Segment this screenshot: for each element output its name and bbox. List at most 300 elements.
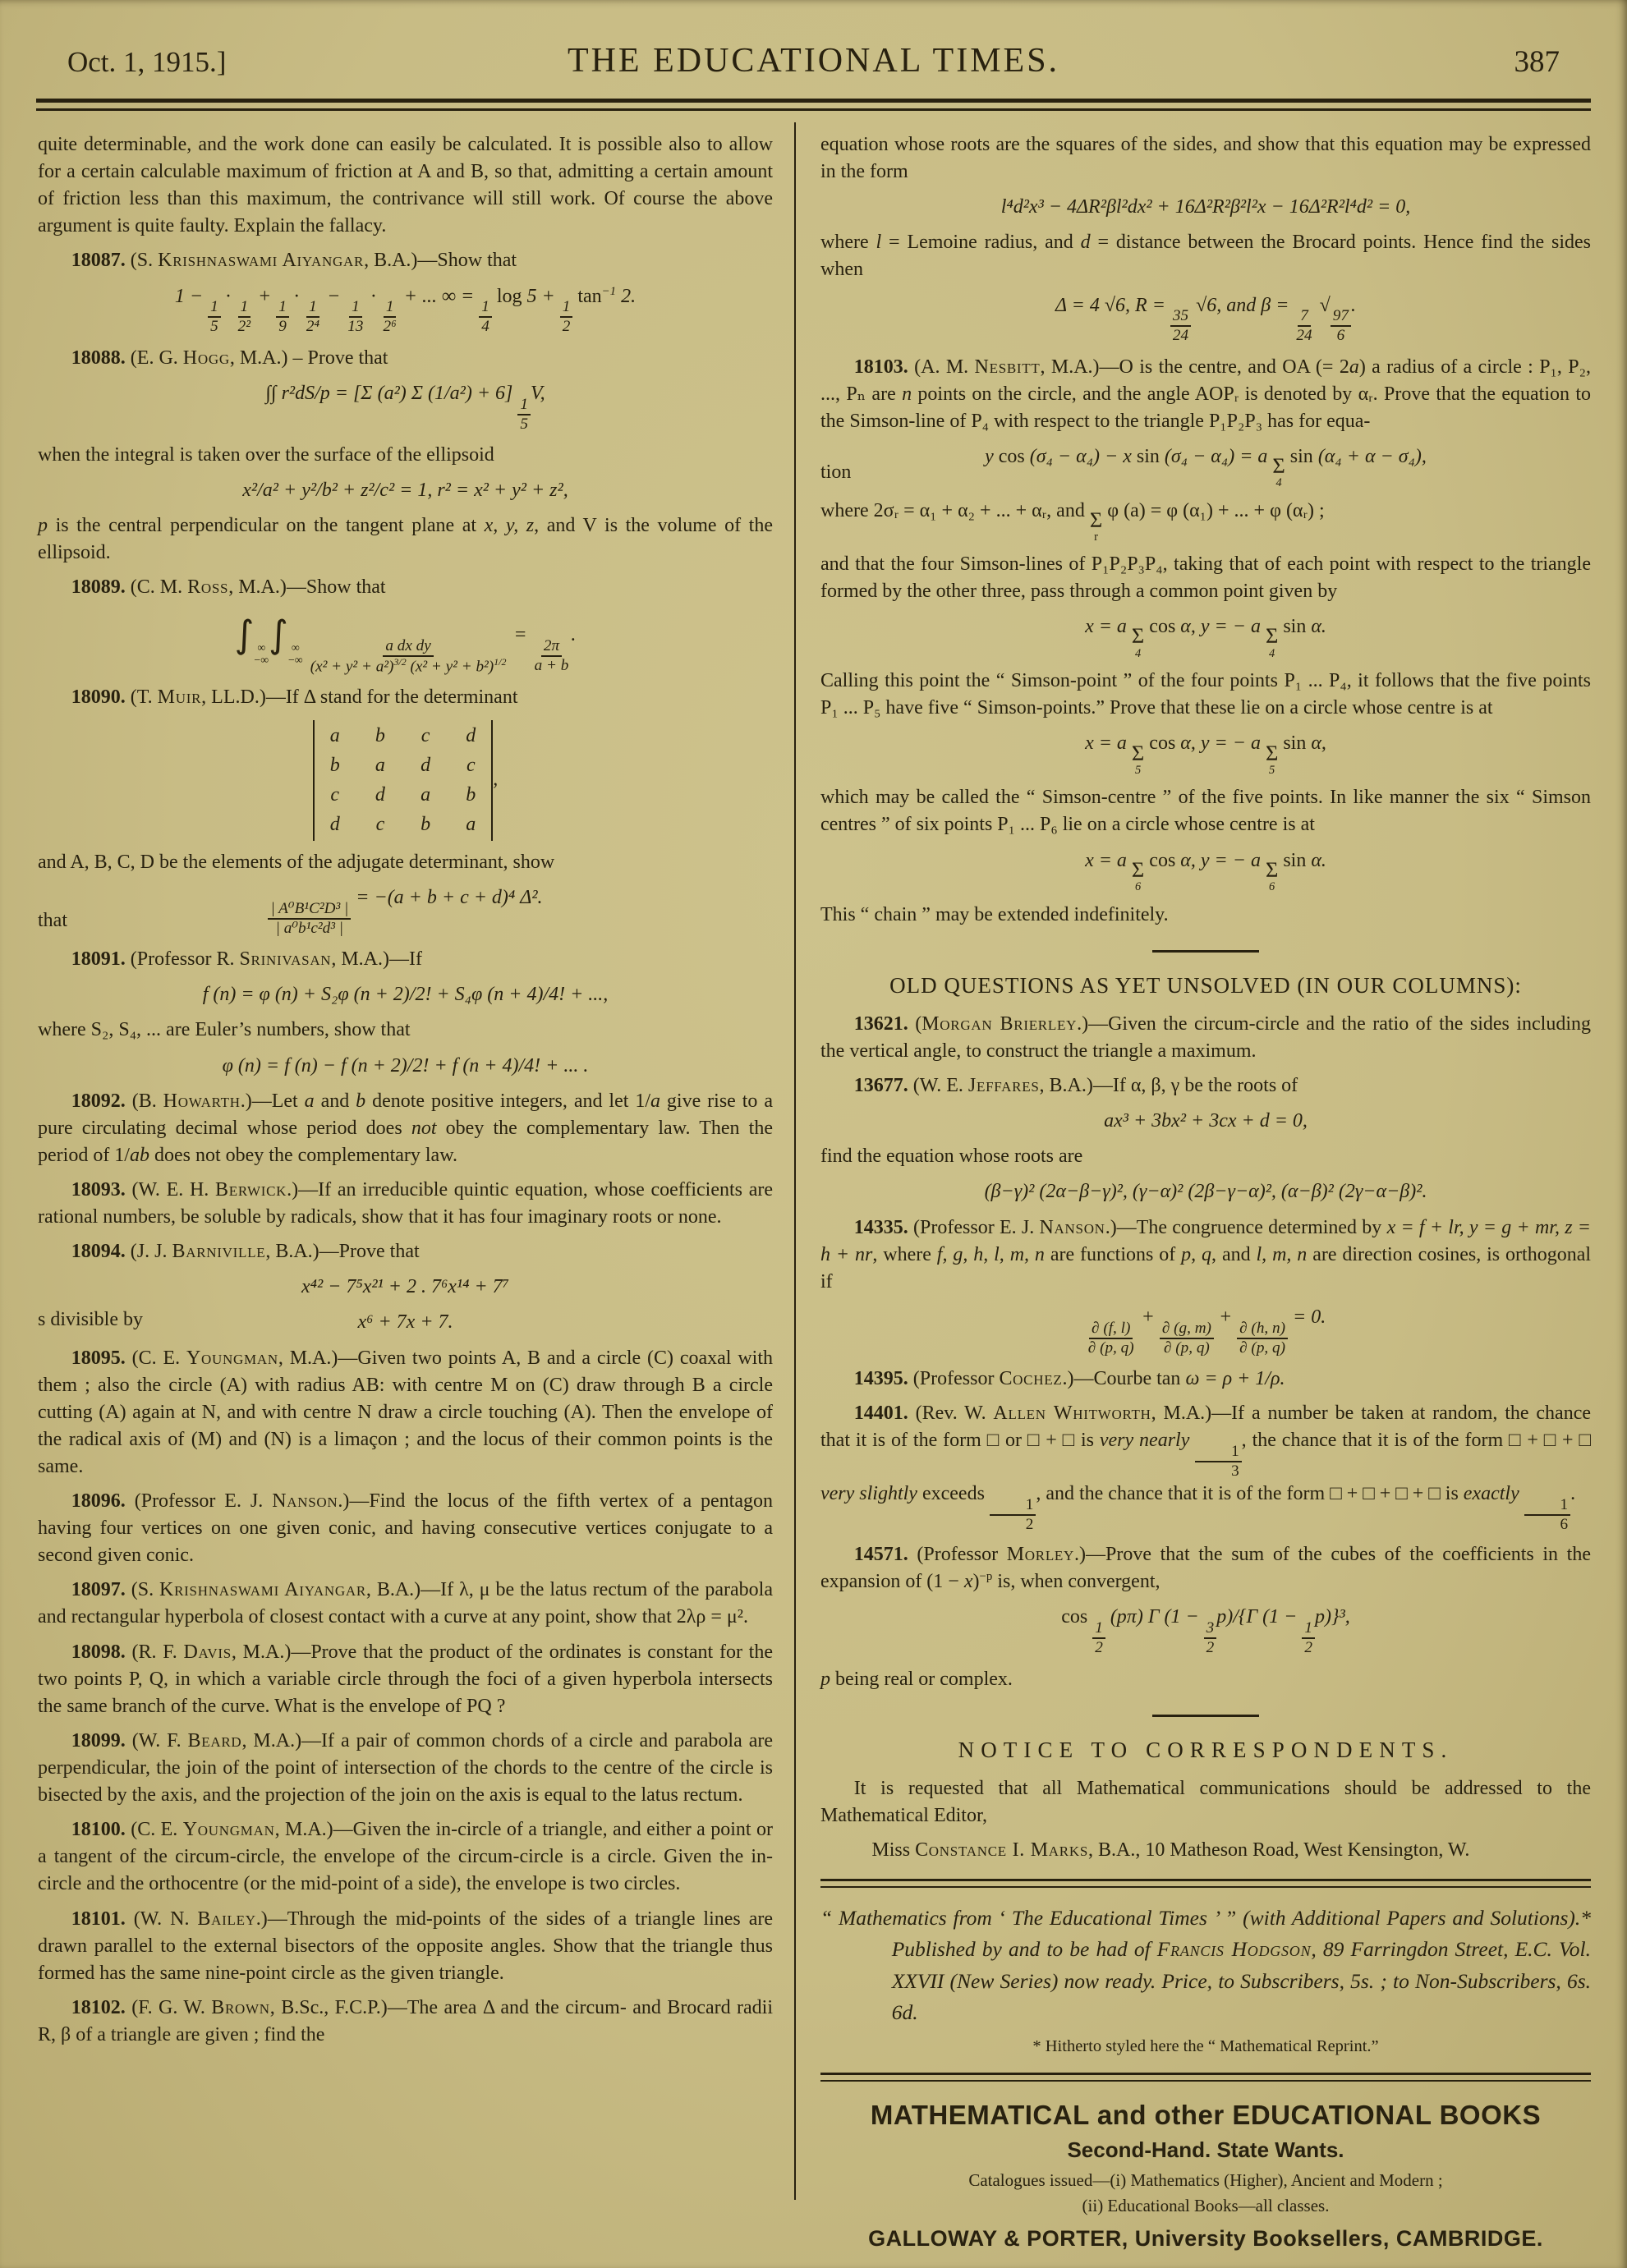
text-run: 1 [1560, 1496, 1569, 1514]
matrix-cell: c [421, 724, 430, 746]
sigma-glyph: Σ [1265, 856, 1279, 882]
matrix-cell: b [421, 813, 431, 835]
sigma-lower-limit: 4 [1275, 476, 1282, 490]
summation-sigma [1131, 856, 1145, 894]
text-run: φ (a) = φ (α₁) + ... + φ (αᵣ) ; [1102, 499, 1325, 521]
text-run: and that the four Simson-lines of P₁P₂P₃P₄, taking that of each point with respect to the triangle formed by the other three, pass through a common point given by [820, 553, 1591, 602]
text-run: give rise to a pure circulating decimal whose period does [38, 1090, 773, 1139]
text-run: obey the complementary law. Then the period of 1/ [38, 1117, 773, 1166]
text-run: (x² + y² + a²) [310, 658, 394, 676]
fraction-denominator [236, 318, 253, 336]
math-formula [820, 1108, 1591, 1135]
text-run: (C. E. [125, 1819, 183, 1841]
problem-number: 18102. [71, 1996, 126, 2018]
paragraph [820, 498, 1591, 544]
fraction-denominator [1335, 327, 1348, 345]
text-run: ) a radius of a circle : P₁, P₂, ..., Pₙ are [820, 356, 1591, 405]
fraction [208, 298, 221, 336]
right-column [794, 122, 1593, 2252]
problem-number: 18097. [71, 1579, 126, 1601]
text-run: a + b [534, 657, 569, 675]
text-run: (R. F. [125, 1641, 184, 1663]
text-run: + [1136, 1306, 1160, 1328]
journal-title: THE EDUCATIONAL TIMES. [567, 42, 1060, 80]
integral-sign [235, 609, 269, 667]
fraction-numerator [479, 298, 492, 318]
text-run: · [288, 285, 304, 307]
text-run: , and the chance that it is of the form □ + □ + □ + □ is [1036, 1483, 1464, 1505]
integral-limits [288, 642, 303, 668]
problem-number: 18100. [71, 1819, 126, 1841]
text-run: is the central perpendicular on the tangent plane at [48, 514, 485, 536]
fraction [1331, 307, 1351, 345]
paragraph [820, 1011, 1591, 1065]
page-number: 387 [1514, 45, 1560, 79]
text-run: ω = ρ + 1/ρ. [1180, 1367, 1285, 1389]
integral-glyph: ∫ [269, 613, 288, 657]
text-run: log [491, 285, 527, 307]
text-run: a [1349, 356, 1359, 378]
superscript: −p [979, 1570, 993, 1584]
sigma-lower-limit: r [1094, 530, 1098, 544]
text-run: Calling this point the “ Simson-point ” of the four points P₁ ... P₄, it follows that the five points P₁ ... P₅ have five “ Simson-points.” Prove that these lie on a circle whose centre is at [820, 670, 1591, 719]
text-run: = Lemoine radius, and [881, 232, 1081, 254]
sigma-lower-limit: 5 [1135, 763, 1142, 777]
text-run: (S. [125, 1579, 160, 1601]
text-run: 3 [1206, 1619, 1215, 1637]
text-run: ∂ (g, m) [1161, 1319, 1211, 1337]
paragraph [820, 354, 1591, 435]
paragraph [820, 551, 1591, 605]
text-run: , and V is the volume of the ellipsoid. [38, 514, 774, 564]
text-run: 1 [352, 298, 360, 316]
fraction-denominator [380, 318, 398, 336]
text-run: , M.A.)—If a number be taken at random, the chance that it is of the form □ or □ + □ is [820, 1403, 1592, 1452]
author-name: Nanson [1039, 1216, 1105, 1238]
text-run: not [411, 1117, 437, 1139]
books-ad-line: Second-Hand. State Wants. [1067, 2137, 1344, 2162]
text-run: 1 [520, 395, 528, 413]
fraction-denominator [1092, 1639, 1105, 1657]
problem-number: 18088. [71, 347, 126, 369]
text-run: p, q [1181, 1243, 1212, 1265]
paragraph [820, 1775, 1591, 1830]
fraction-denominator [479, 318, 492, 336]
text-run: . [571, 624, 577, 646]
text-run: exceeds [917, 1483, 990, 1505]
matrix-cell: d [466, 724, 476, 746]
text-run: sin [1285, 445, 1313, 467]
matrix-cell: a [375, 754, 385, 776]
fraction-denominator [1170, 327, 1191, 345]
text-run: , M.A.)—Prove that the product of the ordinates is constant for the two points P, Q, in which a variable circle through the foci of a given hyperbola intersects the same branch of the curve. What is the envelope of PQ ? [38, 1641, 773, 1717]
books-ad-line: Catalogues issued—(i) Mathematics (Higher), Ancient and Modern ; [968, 2169, 1443, 2190]
text-run: , B.A.)—Prove that [265, 1241, 420, 1263]
text-run: α, y = − a [1175, 616, 1266, 638]
text-run: .)—Prove that the sum of the cubes of the coefficients in the expansion of (1 − [820, 1544, 1591, 1593]
fraction-numerator [1195, 1443, 1241, 1462]
fraction [268, 900, 351, 938]
problem-number: 18096. [71, 1490, 126, 1513]
text-run: n [902, 383, 912, 405]
text-run: = −(a + b + c + d)⁴ Δ². [351, 887, 543, 909]
paragraph [38, 1995, 773, 2049]
text-run: f (n) = φ (n) + S₂φ (n + 2)/2! + S₄φ (n + 4)/4! + ..., [202, 984, 609, 1006]
math-formula [820, 1304, 1591, 1357]
formula-content [203, 984, 609, 1005]
text-run: (F. G. W. [125, 1996, 212, 2018]
fraction-numerator [1237, 1320, 1288, 1339]
sigma-glyph: Σ [1089, 507, 1103, 533]
paragraph [38, 574, 773, 601]
masthead [34, 38, 1593, 85]
math-formula [38, 380, 773, 434]
text-run: .)—Courbe [1062, 1367, 1157, 1389]
fraction-numerator [1089, 1320, 1133, 1339]
text-run: α. [1306, 616, 1326, 638]
sigma-lower-limit: 5 [1269, 763, 1275, 777]
text-run: cos [1144, 616, 1176, 638]
fraction-denominator [273, 920, 346, 938]
text-run: ∂ (h, n) [1239, 1319, 1285, 1337]
fraction-numerator [1092, 1619, 1105, 1639]
fraction [236, 298, 253, 336]
integral-glyph: ∫ [234, 613, 255, 657]
text-run: + ... ∞ = [398, 285, 480, 307]
matrix-cell: c [375, 813, 385, 835]
text-run: , B.A.)—Show that [364, 250, 517, 272]
text-run: (pπ) Γ (1 − [1105, 1606, 1204, 1628]
text-run: .)—Find the locus of the fifth vertex of a pentagon having four vertices on one given conic, and having consecutive vertices conjugate to a second given conic. [38, 1490, 774, 1567]
text-run: (x² + y² + b²) [406, 658, 494, 676]
paragraph [820, 784, 1591, 838]
text-run: (β−γ)² (2α−β−γ)², (γ−α)² (2β−γ−α)², (α−β)² (2γ−α−β)². [984, 1181, 1427, 1203]
paragraph [38, 512, 773, 567]
text-run: (S. [125, 250, 159, 272]
text-run: y [985, 445, 999, 467]
text-run: d [1080, 232, 1091, 254]
paragraph [38, 247, 773, 274]
formula-content [242, 480, 568, 501]
fraction-denominator [1237, 1339, 1288, 1357]
author-name: Ross [187, 576, 229, 599]
fraction-numerator [560, 298, 573, 318]
author-name: Morgan Brierley [922, 1012, 1078, 1035]
fraction-numerator [349, 298, 362, 318]
text-run: 1 [210, 298, 218, 316]
author-name: Barniville [172, 1241, 266, 1263]
sigma-glyph: Σ [1265, 740, 1279, 765]
fraction [380, 298, 398, 336]
sigma-glyph: Σ [1131, 856, 1145, 882]
formula-content [985, 1181, 1427, 1202]
text-run: where 2σᵣ = α₁ + α₂ + ... + αᵣ, and [820, 499, 1090, 521]
text-run: (E. G. [125, 347, 183, 369]
books-ad-line: GALLOWAY & PORTER, University Booksellers, CAMBRIDGE. [868, 2226, 1543, 2252]
formula-content [301, 1276, 509, 1297]
math-formula [820, 194, 1591, 221]
sigma-glyph: Σ [1272, 453, 1285, 479]
books-ad-line: (ii) Educational Books—all classes. [1082, 2196, 1330, 2216]
formula-content [985, 445, 1427, 490]
text-run: .)—Through the mid-points of the sides of a triangle lines are drawn parallel to the external bisectors of the opposite angles. Show that the triangle thus formed has the same nine-point circle as the given triangle. [38, 1908, 773, 1984]
math-formula [38, 981, 773, 1008]
text-run: ∂ (p, q) [1239, 1338, 1285, 1357]
text-run: , where [872, 1243, 937, 1265]
fraction [1195, 1443, 1241, 1481]
fraction [1302, 1619, 1315, 1657]
paragraph [38, 131, 773, 240]
author-name: Berwick [215, 1178, 287, 1201]
paragraph [38, 1017, 773, 1044]
masthead-double-rule [36, 99, 1591, 111]
divider-rule [1152, 950, 1259, 953]
text-run: 2⁴ [306, 318, 320, 336]
matrix-cell: b [375, 724, 385, 746]
summation-sigma [1132, 625, 1144, 659]
paragraph [820, 1666, 1591, 1693]
text-run: , [493, 768, 499, 790]
text-run: 97 [1332, 307, 1349, 325]
author-name: Hogg [182, 347, 230, 369]
fraction-denominator [1294, 327, 1314, 345]
fraction [1204, 1619, 1217, 1657]
integral-sign [269, 609, 303, 667]
text-run: cos [1144, 849, 1176, 871]
fraction [1524, 1496, 1570, 1534]
fraction-denominator [1086, 1339, 1137, 1357]
text-run: cos [998, 445, 1025, 467]
fraction-denominator [304, 318, 322, 336]
text-run: 9 [278, 318, 287, 336]
fraction [304, 298, 322, 336]
text-run: p [38, 514, 48, 536]
summation-sigma [1272, 455, 1285, 489]
problem-number: 14395. [853, 1367, 908, 1389]
text-run: , M.A.)—O is the centre, and OA (= 2 [1040, 356, 1349, 378]
author-name: Cochez [999, 1367, 1063, 1389]
author-name: Krishnaswami Aiyangar [158, 250, 365, 272]
fraction [990, 1496, 1036, 1534]
problem-number: 13677. [853, 1075, 908, 1097]
summation-sigma [1090, 509, 1102, 544]
text-run: α. [1306, 849, 1326, 871]
math-formula [38, 609, 773, 676]
text-run: , B.Sc., F.C.P.)—The area Δ and the circum- and Brocard radii R, β of a triangle are given ; find the [38, 1996, 774, 2046]
formula-left-label: s divisible by [38, 1308, 144, 1330]
text-run: 1 [1231, 1443, 1239, 1461]
fraction-numerator [990, 1496, 1036, 1516]
matrix-cell: c [330, 783, 340, 806]
math-formula [820, 847, 1591, 893]
text-run [1189, 1430, 1195, 1451]
author-name: Jeffares [967, 1075, 1040, 1097]
text-run: 24 [1296, 327, 1312, 345]
paragraph [820, 1366, 1591, 1393]
sigma-lower-limit: 4 [1269, 646, 1275, 660]
text-run: + [253, 285, 277, 307]
text-run: where [820, 232, 876, 254]
text-run: p)/{Γ (1 − [1216, 1606, 1303, 1628]
text-run: a [650, 1090, 660, 1112]
text-run: 5 [210, 318, 218, 336]
text-run: 5 [520, 415, 528, 433]
fraction-numerator [517, 396, 531, 415]
formula-content [1061, 1606, 1350, 1657]
text-run: are direction cosines, is orthogonal if [820, 1243, 1592, 1292]
fraction-denominator [276, 318, 289, 336]
formula-left-label: tion [820, 461, 852, 484]
superscript: 1/2 [494, 656, 507, 668]
problem-number: 18103. [853, 356, 908, 378]
text-run: | A⁰B¹C²D³ | [270, 900, 349, 918]
author-name: Morley [1006, 1544, 1075, 1566]
text-run: Δ = 4 √6, R = [1055, 294, 1170, 316]
paragraph [820, 1400, 1591, 1534]
fraction [1086, 1320, 1137, 1357]
text-run: √6, and β = [1191, 294, 1294, 316]
text-run: are functions of [1044, 1243, 1182, 1265]
math-formula [38, 884, 773, 938]
formula-content [1085, 849, 1326, 894]
math-formula [820, 1604, 1591, 1657]
text-run: cos [1061, 1606, 1093, 1628]
fraction-denominator [208, 318, 221, 336]
text-run: ∂ (p, q) [1163, 1338, 1210, 1357]
text-run: very slightly [820, 1483, 917, 1505]
paragraph [820, 1541, 1591, 1595]
text-run: 1 − [174, 285, 209, 307]
text-run: 1 [562, 298, 571, 316]
text-run: α, y = − a [1175, 849, 1266, 871]
integral-limits [254, 642, 269, 668]
fraction-numerator [1298, 307, 1311, 327]
sigma-lower-limit: 4 [1135, 646, 1142, 660]
math-formula [820, 292, 1591, 346]
summation-sigma [1265, 856, 1279, 894]
text-run: 2⁶ [383, 318, 397, 336]
author-name: Constance I. Marks [915, 1839, 1089, 1862]
text-run: x = a [1085, 732, 1132, 755]
fraction-numerator [306, 298, 319, 318]
paragraph [38, 1639, 773, 1720]
fraction-denominator [1161, 1339, 1212, 1357]
fraction-numerator [541, 637, 562, 657]
text-run: . [1570, 1483, 1576, 1505]
text-run: a [304, 1090, 315, 1112]
formula-content [1085, 616, 1326, 660]
fraction-numerator [383, 637, 433, 657]
text-run: ∫∫ r²dS/p = [Σ (a²) Σ (1/a²) + 6] [265, 382, 518, 404]
section-heading: NOTICE TO CORRESPONDENTS. [958, 1737, 1454, 1762]
text-run: is, when convergent, [992, 1571, 1161, 1593]
text-run: (Professor E. J. [908, 1216, 1040, 1238]
paragraph [38, 1488, 773, 1569]
formula-content [265, 382, 545, 433]
text-run: + [1213, 1306, 1238, 1328]
formula-content [1055, 294, 1356, 345]
text-run: a dx dy [385, 636, 431, 654]
summation-sigma [1266, 625, 1278, 659]
fraction-denominator [560, 318, 573, 336]
text-run: x⁴² − 7⁵x²¹ + 2 . 7⁶x¹⁴ + 7⁷ [301, 1276, 510, 1298]
text-run: (C. M. [125, 576, 188, 599]
publisher-ad [820, 1903, 1591, 2028]
text-run: ∂ (f, l) [1092, 1319, 1131, 1337]
math-formula [820, 1178, 1591, 1205]
text-run: tan [572, 285, 602, 307]
integral-lower-limit: −∞ [287, 654, 303, 667]
fraction [1160, 1320, 1214, 1357]
text-run: b [356, 1090, 366, 1112]
author-name: Allen Whitworth [993, 1403, 1151, 1425]
text-run: (C. E. [125, 1347, 186, 1369]
text-run: x = a [1085, 849, 1132, 871]
text-run: and [314, 1090, 356, 1112]
text-run: x = a [1085, 616, 1132, 638]
text-run: V, [531, 382, 545, 404]
text-run: .)—If an irreducible quintic equation, whose coefficients are rational numbers, be soluble by radicals, show that it has four imaginary roots or none. [38, 1178, 773, 1228]
text-run: (W. E. H. [125, 1178, 215, 1201]
fraction [479, 298, 492, 336]
problem-number: 13621. [853, 1012, 908, 1035]
text-run: 2 [1304, 1639, 1312, 1657]
problem-number: 14571. [853, 1544, 908, 1566]
text-run: (W. N. [125, 1908, 198, 1930]
text-run: 2 [562, 318, 571, 336]
text-run: 6 [1560, 1516, 1569, 1534]
text-run: x [963, 1571, 973, 1593]
superscript: 3/2 [393, 656, 407, 668]
fraction [1294, 307, 1314, 345]
fraction-denominator [1302, 1639, 1315, 1657]
text-run: 6 [1336, 327, 1345, 345]
author-name: Nesbitt [974, 356, 1041, 378]
text-run: ax³ + 3bx² + 3cx + d = 0, [1104, 1110, 1308, 1132]
text-run: , M.A.)—If [331, 948, 422, 971]
text-run: 2 [1025, 1516, 1034, 1534]
formula-content [1001, 196, 1411, 218]
text-run: , M.A.)—Given the in-circle of a triangle, and either a point or a tangent of the circum-circle, the envelope of the circum-circle is a circle. Given the in-circle and the orthocentre (or the mid-point of a side), the envelope is two circles. [38, 1819, 773, 1895]
matrix-cell: a [466, 813, 476, 835]
formula-content [223, 1055, 589, 1077]
fraction-numerator [268, 900, 351, 920]
text-run: 1 [481, 298, 489, 316]
text-run: l⁴d²x³ − 4ΔR²βl²dx² + 16Δ²R²β²l²x − 16Δ²R²l⁴d² = 0, [1000, 196, 1411, 218]
author-name: Srinivasan [239, 948, 332, 971]
text-run: This “ chain ” may be extended indefinitely. [820, 903, 1169, 925]
text-run: It is requested that all Mathematical communications should be addressed to the Mathematical Editor, [820, 1777, 1591, 1826]
author-name: Youngman [182, 1819, 275, 1841]
paragraph [820, 1072, 1591, 1100]
fraction [1237, 1320, 1288, 1357]
matrix-cell: d [375, 783, 385, 806]
text-run: (α₄ + α − σ₄), [1312, 445, 1427, 467]
text-run: (W. E. [908, 1075, 968, 1097]
text-run: 1 [309, 298, 317, 316]
paragraph [820, 668, 1591, 722]
fraction-numerator [1524, 1496, 1570, 1516]
fraction-denominator [1524, 1516, 1570, 1534]
text-run: , M.A.)—Given two points A, B and a circle (C) coaxal with them ; also the circle (A) with radius AB: with centre M on (C) draw through B a circle cutting (A) again at N, and with centre N draw a circle touching (A). Then the envelope of the radical axis of (M) and (N) is a limaçon ; and the locus of their common points is the same. [38, 1347, 773, 1477]
paragraph [38, 345, 773, 372]
text-run: sin [1278, 732, 1307, 755]
text-run: l [876, 232, 882, 254]
problem-number: 18093. [71, 1178, 126, 1201]
problem-number: 18098. [71, 1641, 126, 1663]
text-run: .)—Given the circum-circle and the ratio of the sides including the vertical angle, to construct the triangle a maximum. [820, 1012, 1591, 1062]
text-run: points on the circle, and the angle AOPᵣ is denoted by αᵣ. Prove that the equation to the Simson-line of P₄ with respect to the triangle P₁P₂P₃ has for equa- [820, 383, 1591, 432]
